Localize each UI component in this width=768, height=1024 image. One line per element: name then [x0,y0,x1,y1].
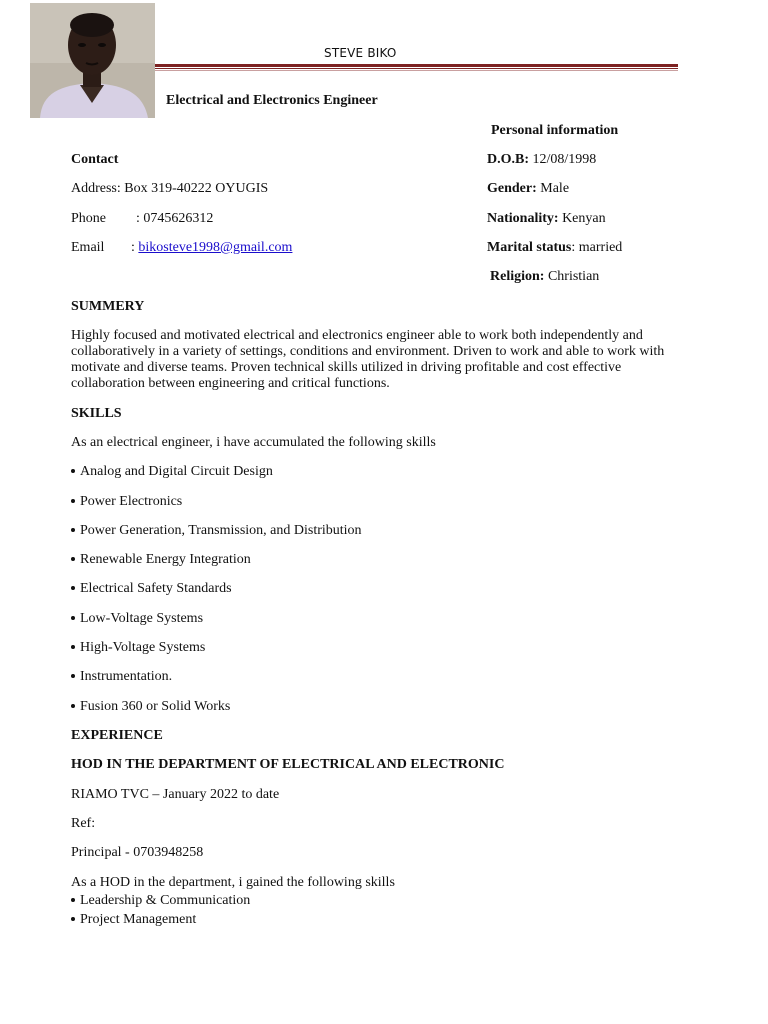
summary-line: motivate and diverse teams. Proven technical skills utilized in driving profitable and cost effective [71,360,622,375]
bullet-icon [71,557,75,561]
marital-value: : married [571,240,623,255]
contact-heading: Contact [71,152,119,167]
job-title: Electrical and Electronics Engineer [166,93,378,108]
gained-skill-item: Project Management [71,912,196,928]
nationality-value: Kenyan [562,211,606,226]
phone-value: : 0745626312 [136,211,214,226]
candidate-name: STEVE BIKO [324,46,397,60]
dob-value: 12/08/1998 [532,152,597,167]
religion-label: Religion: [490,269,545,284]
personal-info-heading: Personal information [491,123,619,138]
gender-label: Gender: [487,181,537,196]
address-line: Address: Box 319-40222 OYUGIS [71,181,269,196]
skill-item: Analog and Digital Circuit Design [71,464,273,480]
gained-skill-item: Leadership & Communication [71,893,250,909]
dob-row [487,152,596,168]
header-rule-thin [155,68,678,69]
bullet-icon [71,528,75,532]
bullet-icon [71,645,75,649]
skill-item: Low-Voltage Systems [71,611,203,627]
bullet-icon [71,499,75,503]
experience-heading: EXPERIENCE [71,728,163,743]
gender-row [487,181,569,197]
skill-item: Power Generation, Transmission, and Distribution [71,523,362,539]
bullet-icon [71,898,75,902]
skill-item: Instrumentation. [71,669,172,685]
nationality-label: Nationality: [487,211,559,226]
nationality-row [487,211,606,227]
email-link[interactable]: bikosteve1998@gmail.com [138,240,293,255]
profile-photo [30,3,155,118]
header-rule-light [155,70,678,71]
religion-value: Christian [547,269,600,284]
person-portrait-icon [30,3,155,118]
email-label: Email [71,240,105,255]
email-row [131,240,292,256]
summary-line: collaboratively in a variety of settings, conditions and environment. Driven to work and able to work with [71,344,665,359]
skills-heading: SKILLS [71,406,122,421]
summary-line: Highly focused and motivated electrical and electronics engineer able to work both independently and [71,328,643,343]
email-separator: : [131,240,135,255]
skill-item: High-Voltage Systems [71,640,205,656]
gender-value: Male [540,181,570,196]
bullet-icon [71,704,75,708]
reference-value: Principal - 0703948258 [71,845,204,860]
marital-row [487,240,622,256]
skill-item: Renewable Energy Integration [71,552,251,568]
bullet-icon [71,586,75,590]
reference-label: Ref: [71,816,96,831]
dob-label: D.O.B: [487,152,529,167]
bullet-icon [71,674,75,678]
religion-row [490,269,599,285]
experience-role: HOD IN THE DEPARTMENT OF ELECTRICAL AND ELECTRONIC [71,757,505,772]
experience-employer: RIAMO TVC – January 2022 to date [71,787,280,802]
summary-paragraph [71,328,671,392]
bullet-icon [71,469,75,473]
phone-label: Phone [71,211,106,226]
skill-item: Power Electronics [71,494,182,510]
skill-item: Fusion 360 or Solid Works [71,699,230,715]
summary-line: collaboration between engineering and critical functions. [71,376,390,391]
summary-heading: SUMMERY [71,299,145,314]
bullet-icon [71,917,75,921]
skills-intro: As an electrical engineer, i have accumulated the following skills [71,435,436,450]
bullet-icon [71,616,75,620]
marital-label: Marital status [487,240,572,255]
skill-item: Electrical Safety Standards [71,581,232,597]
header-rule-thick [155,64,678,67]
gained-skills-intro: As a HOD in the department, i gained the following skills [71,875,395,890]
